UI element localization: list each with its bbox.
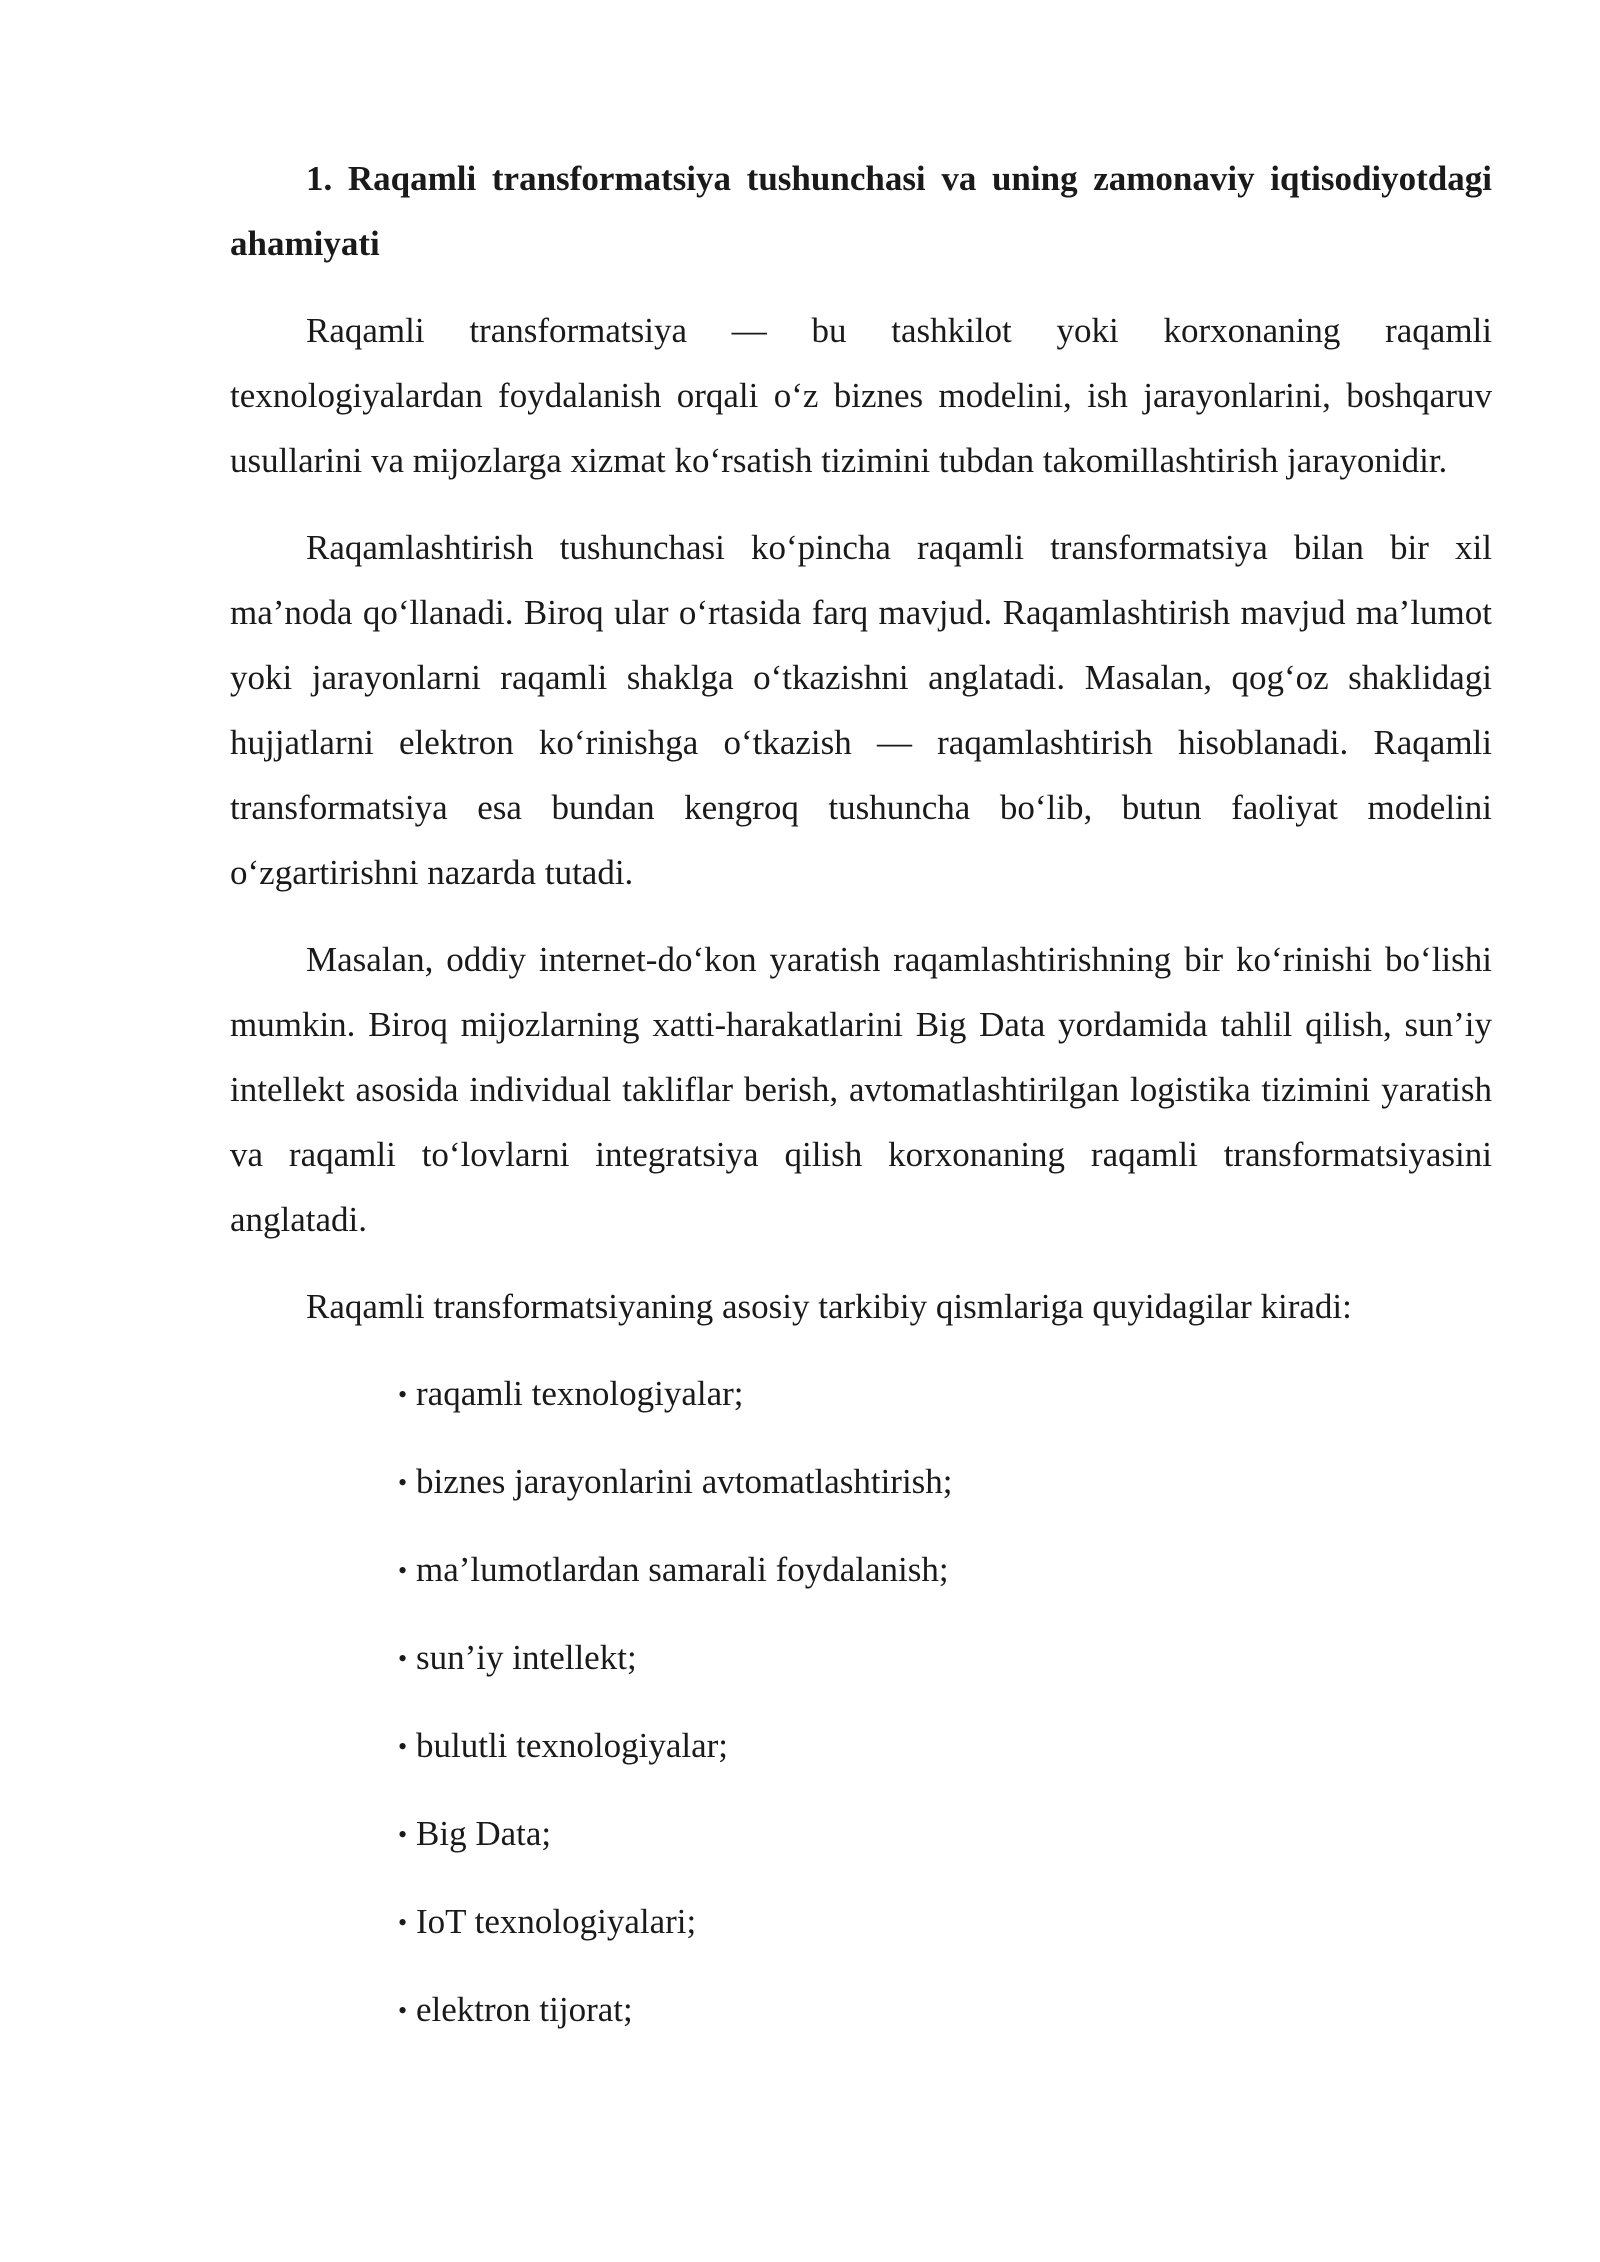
list-item xyxy=(398,1449,1492,1515)
list-item-text: bulutli texnologiyalar; xyxy=(416,1726,729,1765)
components-list xyxy=(230,1361,1492,2043)
paragraph-definition: Raqamli transformatsiya — bu tashkilot yoki korxonaning raqamli texnologiyalardan foydalanish orqali o‘z biznes modelini, ish jarayonlarini, boshqaruv usullarini va mijozlarga xizmat ko‘rsatish tizimini tubdan takomillashtirish jarayonidir. xyxy=(230,311,1492,480)
bullet-icon: • xyxy=(398,1380,408,1409)
list-item xyxy=(398,1361,1492,1427)
list-intro: Raqamli transformatsiyaning asosiy tarkibiy qismlariga quyidagilar kiradi: xyxy=(306,1287,1352,1326)
bullet-icon: • xyxy=(398,1820,408,1849)
list-item xyxy=(398,1977,1492,2043)
list-item xyxy=(398,1713,1492,1779)
list-item xyxy=(398,1801,1492,1867)
list-item-text: sun’iy intellekt; xyxy=(416,1638,637,1677)
list-item xyxy=(398,1537,1492,1603)
list-item-text: elektron tijorat; xyxy=(416,1990,633,2029)
document-body xyxy=(230,146,1492,2065)
list-item-text: raqamli texnologiyalar; xyxy=(416,1374,744,1413)
paragraph-example: Masalan, oddiy internet-do‘kon yaratish raqamlashtirishning bir ko‘rinishi bo‘lishi mumkin. Biroq mijozlarning xatti-harakatlarini Big Data yordamida tahlil qilish, sun’iy intellekt asosida individual takliflar berish, avtomatlashtirilgan logistika tizimini yaratish va raqamli to‘lovlarni integratsiya qilish korxonaning raqamli transformatsiyasini anglatadi. xyxy=(230,940,1492,1239)
bullet-icon: • xyxy=(398,1468,408,1497)
bullet-icon: • xyxy=(398,1908,408,1937)
bullet-icon: • xyxy=(398,1556,408,1585)
list-item-text: biznes jarayonlarini avtomatlashtirish; xyxy=(416,1462,953,1501)
bullet-icon: • xyxy=(398,1996,408,2025)
list-item-text: Big Data; xyxy=(416,1814,552,1853)
paragraph-digitization: Raqamlashtirish tushunchasi ko‘pincha raqamli transformatsiya bilan bir xil ma’noda qo‘llanadi. Biroq ular o‘rtasida farq mavjud. Raqamlashtirish mavjud ma’lumot yoki jarayonlarni raqamli shaklga o‘tkazishni anglatadi. Masalan, qog‘oz shaklidagi hujjatlarni elektron ko‘rinishga o‘tkazish — raqamlashtirish hisoblanadi. Raqamli transformatsiya esa bundan kengroq tushuncha bo‘lib, butun faoliyat modelini o‘zgartirishni nazarda tutadi. xyxy=(230,528,1492,892)
section-heading: 1. Raqamli transformatsiya tushunchasi va uning zamonaviy iqtisodiyotdagi ahamiyati xyxy=(230,159,1492,263)
bullet-icon: • xyxy=(398,1644,408,1673)
list-item-text: ma’lumotlardan samarali foydalanish; xyxy=(416,1550,949,1589)
list-item xyxy=(398,1625,1492,1691)
list-item xyxy=(398,1889,1492,1955)
bullet-icon: • xyxy=(398,1732,408,1761)
list-item-text: IoT texnologiyalari; xyxy=(416,1902,697,1941)
